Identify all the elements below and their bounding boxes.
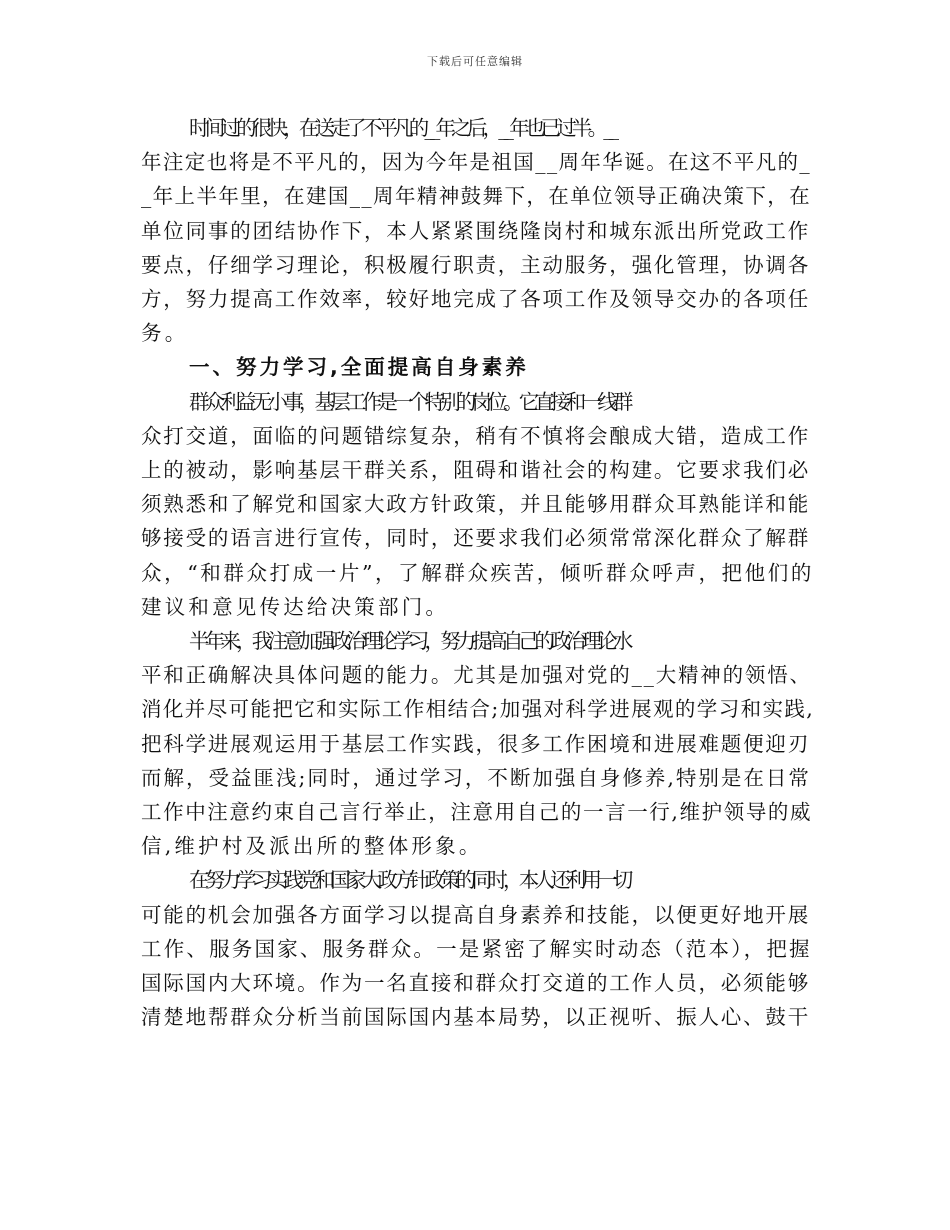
intro-paragraph bbox=[141, 111, 813, 350]
text-line: 半年来，我注意加强政治理论学习，努力提高自己的政治理论水 bbox=[189, 629, 629, 654]
paragraph-2 bbox=[141, 624, 813, 863]
text-line: 方，努力提高工作效率，较好地完成了各项工作及领导交办的各项任 bbox=[141, 287, 810, 312]
page-header: 下载后可任意编辑 bbox=[427, 55, 523, 68]
text-line: 把科学进展观运用于基层工作实践，很多工作困境和进展难题便迎刃 bbox=[141, 731, 810, 756]
text-line: 单位同事的团结协作下，本人紧紧围绕隆岗村和城东派出所党政工作 bbox=[141, 218, 810, 243]
text-line: 上的被动，影响基层干群关系，阻碍和谐社会的构建。它要求我们必 bbox=[141, 458, 810, 483]
text-line: 时间过的很快，在送走了不平凡的__年之后，__年也已过半。__ bbox=[189, 116, 615, 140]
paragraph-1 bbox=[141, 385, 813, 624]
text-line: 够接受的语言进行宣传，同时，还要求我们必须常常深化群众了解群 bbox=[141, 526, 810, 551]
text-line: 务。 bbox=[141, 321, 189, 346]
text-line: 可能的机会加强各方面学习以提高自身素养和技能，以便更好地开展 bbox=[141, 902, 810, 927]
text-line: 工作中注意约束自己言行举止，注意用自己的一言一行,维护领导的威 bbox=[141, 800, 813, 825]
text-line: 工作、服务国家、服务群众。一是紧密了解实时动态（范本），把握 bbox=[141, 936, 812, 961]
text-line: 众，“和群众打成一片”，了解群众疾苦，倾听群众呼声，把他们的 bbox=[141, 560, 814, 585]
text-line: 在努力学习实践党和国家大政方针政策的同时，本人还利用一切 bbox=[189, 868, 629, 893]
text-line: 消化并尽可能把它和实际工作相结合;加强对科学进展观的学习和实践, bbox=[141, 697, 815, 722]
text-line: 群众利益无小事，基层工作是一个特别的岗位。它直接和一线群 bbox=[189, 389, 629, 414]
text-line: 国际国内大环境。作为一名直接和群众打交道的工作人员，必须能够 bbox=[141, 971, 810, 996]
text-line: 年注定也将是不平凡的，因为今年是祖国__周年华诞。在这不平凡的_ bbox=[141, 150, 812, 175]
document-body bbox=[141, 111, 813, 1034]
text-line: 众打交道，面临的问题错综复杂，稍有不慎将会酿成大错，造成工作 bbox=[141, 423, 810, 448]
text-line: 而解，受益匪浅;同时，通过学习，不断加强自身修养,特别是在日常 bbox=[141, 765, 811, 790]
section-heading: 一、努力学习,全面提高自身素养 bbox=[189, 355, 529, 380]
text-line: 平和正确解决具体问题的能力。尤其是加强对党的__大精神的领悟、 bbox=[141, 663, 812, 688]
text-line: 信,维护村及派出所的整体形象。 bbox=[141, 834, 483, 859]
paragraph-3 bbox=[141, 863, 813, 1034]
text-line: _年上半年里，在建国__周年精神鼓舞下，在单位领导正确决策下，在 bbox=[141, 184, 812, 209]
text-line: 要点，仔细学习理论，积极履行职责，主动服务，强化管理，协调各 bbox=[141, 252, 810, 277]
text-line: 须熟悉和了解党和国家大政方针政策，并且能够用群众耳熟能详和能 bbox=[141, 492, 810, 517]
text-line: 清楚地帮群众分析当前国际国内基本局势，以正视听、振人心、鼓干 bbox=[141, 1005, 810, 1030]
text-line: 建议和意见传达给决策部门。 bbox=[141, 594, 450, 619]
